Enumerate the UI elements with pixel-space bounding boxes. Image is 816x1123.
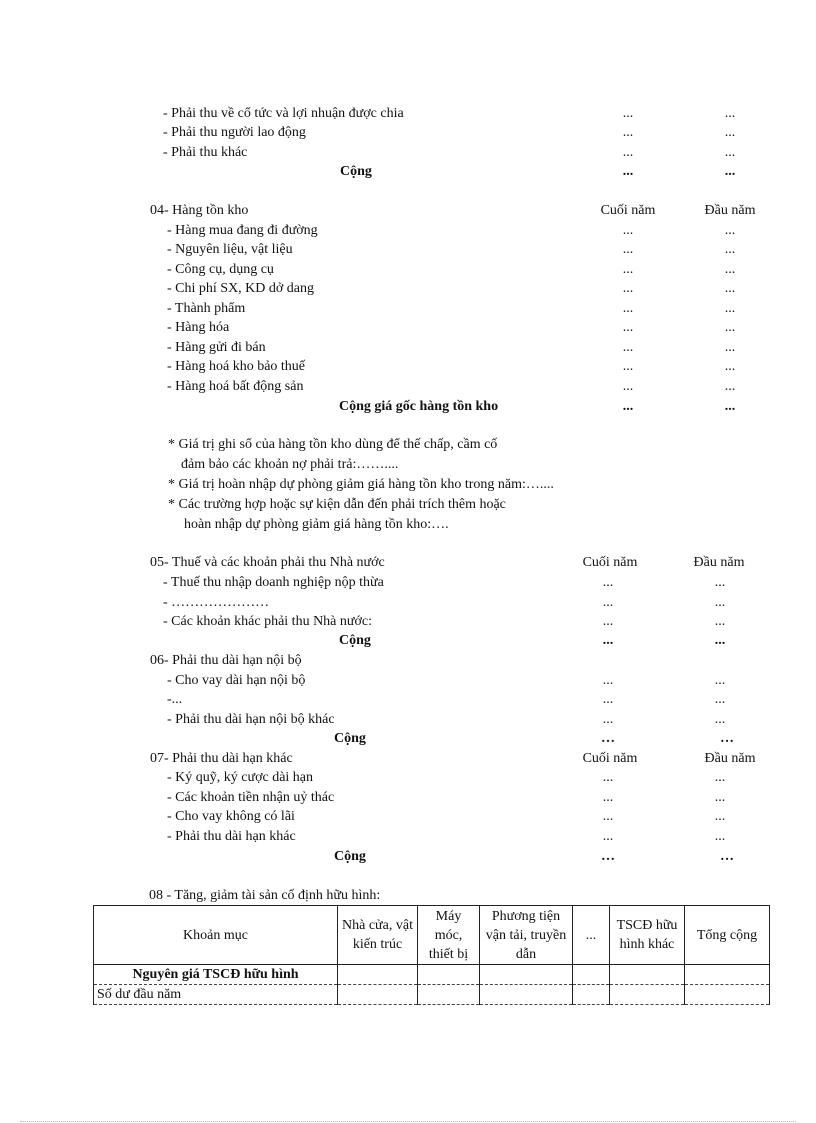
col-header-other-dots: ... [573, 906, 610, 965]
row-label-opening-balance: Số dư đầu năm [94, 985, 338, 1005]
s07-item-1-label: - Ký quỹ, ký cược dài hạn [167, 770, 314, 785]
s07-item-4-label: - Phải thu dài hạn khác [167, 829, 296, 844]
s04-note-3: * Các trường hợp hoặc sự kiện dẫn đến phải trích thêm hoặc [168, 497, 506, 512]
s03-item-3-begin: ... [724, 145, 736, 160]
s03-item-3-end: ... [622, 145, 634, 160]
s05-item-2-begin: ... [714, 595, 726, 610]
s04-col-end: Cuối năm [600, 203, 656, 218]
s04-title: 04- Hàng tồn kho [150, 203, 249, 218]
s03-total-begin: ... [724, 164, 736, 179]
table-cell [338, 985, 418, 1005]
s05-total-begin: ... [714, 633, 726, 648]
s03-item-1-end: ... [622, 106, 634, 121]
table-row [94, 985, 770, 1005]
s04-item-7-label: - Hàng gửi đi bán [167, 340, 266, 355]
s04-item-9-end: ... [622, 379, 634, 394]
s04-item-4-label: - Chi phí SX, KD dở dang [167, 281, 315, 296]
s04-item-1-begin: ... [724, 223, 736, 238]
s05-total-end: ... [602, 633, 614, 648]
s04-item-6-begin: ... [724, 320, 736, 335]
s07-item-1-begin: ... [714, 770, 726, 785]
s04-item-9-label: - Hàng hoá bất động sản [167, 379, 304, 394]
s08-title: 08 - Tăng, giảm tài sản cố định hữu hình: [149, 888, 381, 903]
s05-item-2-end: ... [602, 595, 614, 610]
table-cell [685, 985, 770, 1005]
s03-item-2-end: ... [622, 125, 634, 140]
s04-item-7-end: ... [622, 340, 634, 355]
s06-item-3-begin: ... [714, 712, 726, 727]
page-bottom-rule [20, 1121, 796, 1122]
s06-title: 06- Phải thu dài hạn nội bộ [150, 653, 302, 668]
col-header-total: Tổng cộng [685, 906, 770, 965]
s06-total-end: … [601, 731, 615, 746]
s04-total-label: Cộng giá gốc hàng tồn kho [339, 399, 499, 414]
s04-item-8-label: - Hàng hoá kho bảo thuế [167, 359, 306, 374]
s03-item-3-label: - Phải thu khác [163, 145, 248, 160]
s04-item-1-end: ... [622, 223, 634, 238]
table-cell [338, 965, 418, 985]
s04-item-8-begin: ... [724, 359, 736, 374]
s07-item-2-begin: ... [714, 790, 726, 805]
s07-item-2-label: - Các khoản tiền nhận uỷ thác [167, 790, 335, 805]
s04-item-3-end: ... [622, 262, 634, 277]
s04-item-5-end: ... [622, 301, 634, 316]
s04-item-5-begin: ... [724, 301, 736, 316]
s04-item-7-begin: ... [724, 340, 736, 355]
s06-total-label: Cộng [334, 731, 366, 746]
s05-item-1-end: ... [602, 575, 614, 590]
table-cell [418, 965, 480, 985]
s05-item-1-begin: ... [714, 575, 726, 590]
col-header-vehicles: Phương tiện vận tải, truyền dẫn [480, 906, 573, 965]
s06-item-2-end: ... [602, 692, 614, 707]
row-label-original-cost: Nguyên giá TSCĐ hữu hình [94, 965, 338, 985]
s05-title: 05- Thuế và các khoản phải thu Nhà nước [150, 555, 385, 570]
s07-item-4-begin: ... [714, 829, 726, 844]
s07-total-label: Cộng [334, 849, 366, 864]
s04-item-3-begin: ... [724, 262, 736, 277]
s05-item-2-label: - ………………… [163, 595, 270, 610]
s04-item-1-label: - Hàng mua đang đi đường [167, 223, 318, 238]
col-header-other-assets: TSCĐ hữu hình khác [610, 906, 685, 965]
s06-total-begin: … [720, 731, 734, 746]
table-header-row [94, 906, 770, 965]
s03-total-label: Cộng [340, 164, 372, 179]
s05-total-label: Cộng [339, 633, 371, 648]
s07-item-3-end: ... [602, 809, 614, 824]
s03-item-1-label: - Phải thu về cổ tức và lợi nhuận được chia [163, 106, 404, 121]
s04-item-2-begin: ... [724, 242, 736, 257]
s06-item-2-begin: ... [714, 692, 726, 707]
s07-item-4-end: ... [602, 829, 614, 844]
s04-note-3b: hoàn nhập dự phòng giảm giá hàng tồn kho:…. [184, 517, 449, 532]
table-row [94, 965, 770, 985]
s04-total-end: ... [622, 399, 634, 414]
s04-item-4-begin: ... [724, 281, 736, 296]
s06-item-3-label: - Phải thu dài hạn nội bộ khác [167, 712, 335, 727]
table-cell [610, 965, 685, 985]
s07-item-3-begin: ... [714, 809, 726, 824]
table-cell [418, 985, 480, 1005]
s06-item-3-end: ... [602, 712, 614, 727]
s03-total-end: ... [622, 164, 634, 179]
s05-item-1-label: - Thuế thu nhập doanh nghiệp nộp thừa [163, 575, 384, 590]
s06-item-1-begin: ... [714, 673, 726, 688]
s05-item-3-end: ... [602, 614, 614, 629]
table-cell [573, 965, 610, 985]
s05-col-end: Cuối năm [582, 555, 638, 570]
s04-item-5-label: - Thành phẩm [167, 301, 246, 316]
table-cell [685, 965, 770, 985]
table-cell [480, 965, 573, 985]
s06-item-1-label: - Cho vay dài hạn nội bộ [167, 673, 306, 688]
s03-item-2-label: - Phải thu người lao động [163, 125, 306, 140]
s05-item-3-begin: ... [714, 614, 726, 629]
s04-item-2-end: ... [622, 242, 634, 257]
s05-col-begin: Đầu năm [693, 555, 745, 570]
s06-item-2-label: -... [167, 692, 183, 707]
s04-total-begin: ... [724, 399, 736, 414]
s04-item-6-end: ... [622, 320, 634, 335]
s06-item-1-end: ... [602, 673, 614, 688]
s07-item-1-end: ... [602, 770, 614, 785]
s04-item-6-label: - Hàng hóa [167, 320, 230, 335]
table-cell [480, 985, 573, 1005]
col-header-item: Khoản mục [94, 906, 338, 965]
s04-note-2: * Giá trị hoàn nhập dự phòng giảm giá hàng tồn kho trong năm:….... [168, 477, 554, 492]
s04-note-1b: đảm bảo các khoản nợ phải trả:…….... [181, 457, 399, 472]
fixed-asset-table [93, 905, 770, 1005]
s07-item-3-label: - Cho vay không có lãi [167, 809, 295, 824]
s03-item-1-begin: ... [724, 106, 736, 121]
s03-item-2-begin: ... [724, 125, 736, 140]
s07-item-2-end: ... [602, 790, 614, 805]
s07-total-begin: … [720, 849, 734, 864]
col-header-buildings: Nhà cửa, vật kiến trúc [338, 906, 418, 965]
s04-item-3-label: - Công cụ, dụng cụ [167, 262, 274, 277]
s07-col-begin: Đầu năm [704, 751, 756, 766]
s05-item-3-label: - Các khoản khác phải thu Nhà nước: [163, 614, 372, 629]
s07-total-end: … [601, 849, 615, 864]
s04-item-4-end: ... [622, 281, 634, 296]
table-cell [610, 985, 685, 1005]
s04-item-8-end: ... [622, 359, 634, 374]
table-cell [573, 985, 610, 1005]
s07-title: 07- Phải thu dài hạn khác [150, 751, 293, 766]
s04-col-begin: Đầu năm [704, 203, 756, 218]
s04-note-1: * Giá trị ghi sổ của hàng tồn kho dùng để thế chấp, cầm cố [168, 437, 498, 452]
s07-col-end: Cuối năm [582, 751, 638, 766]
col-header-machinery: Máy móc, thiết bị [418, 906, 480, 965]
s04-item-2-label: - Nguyên liệu, vật liệu [167, 242, 293, 257]
s04-item-9-begin: ... [724, 379, 736, 394]
